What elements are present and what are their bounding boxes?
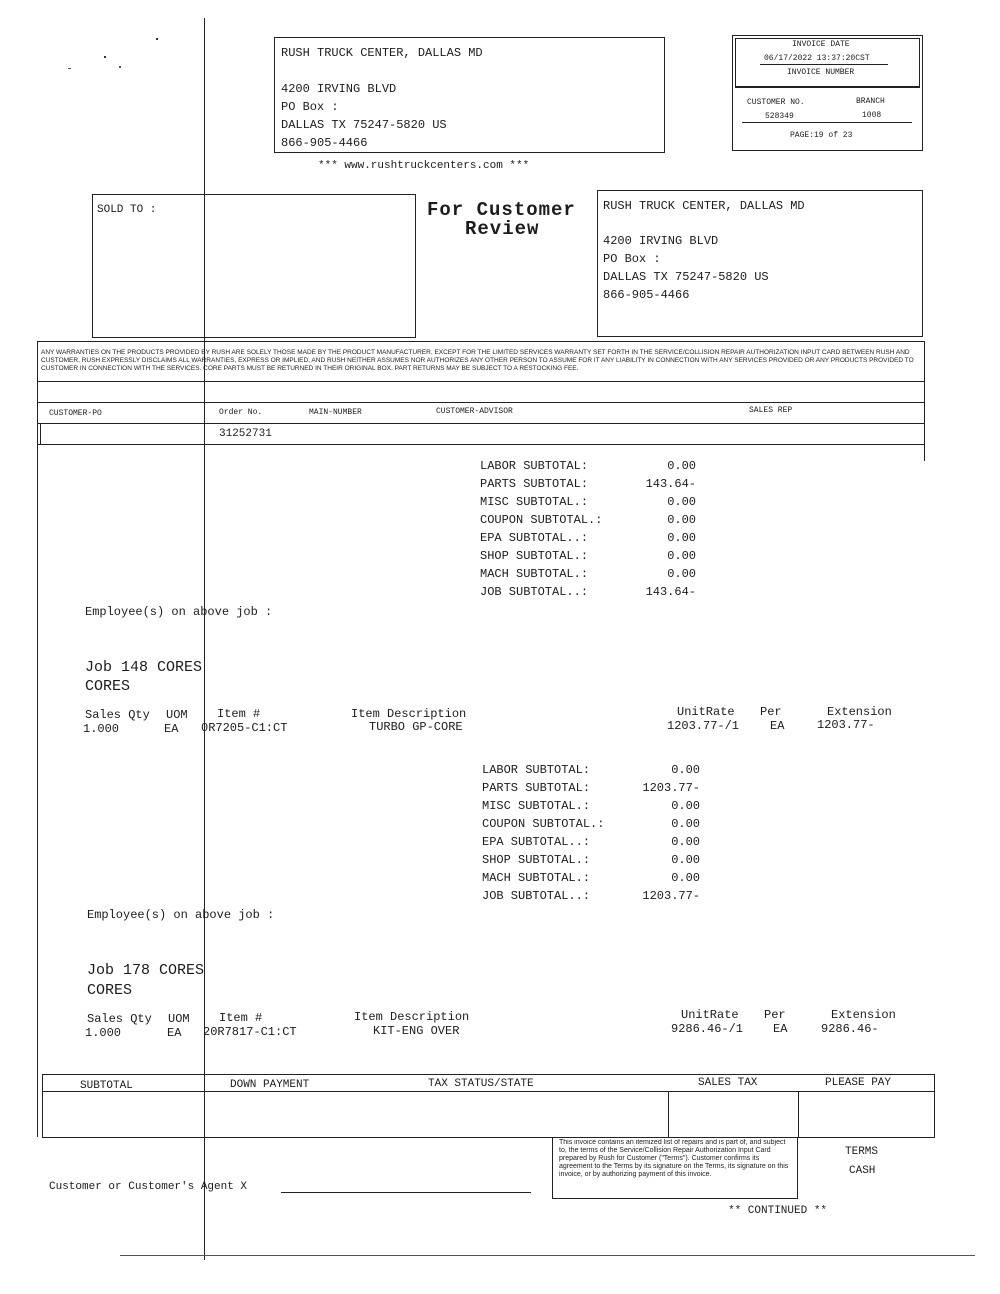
dealer-po-box: PO Box :	[281, 100, 339, 114]
dealer-street: 4200 IRVING BLVD	[281, 82, 397, 96]
review-title-line2: Review	[465, 218, 540, 240]
job-178-col-ext: Extension	[831, 1008, 896, 1022]
job-178-col-desc: Item Description	[354, 1010, 470, 1024]
job-178-title: Job 178 CORES	[87, 962, 205, 979]
scan-speck	[68, 68, 71, 69]
job-178-per: EA	[773, 1022, 788, 1036]
footer-bottom-rule	[42, 1137, 934, 1138]
footer-subtotal-label: SUBTOTAL	[80, 1080, 133, 1092]
customer-po-label: CUSTOMER-PO	[49, 409, 102, 418]
order-no-value: 31252731	[219, 428, 272, 440]
footer-please-pay-label: PLEASE PAY	[825, 1077, 892, 1089]
remit-address-box	[597, 190, 923, 337]
subtotal-row: JOB SUBTOTAL..: 143.64-	[480, 585, 696, 599]
footer-down-payment-label: DOWN PAYMENT	[230, 1079, 310, 1091]
footer-right-edge	[934, 1074, 935, 1138]
subtotal-row: SHOP SUBTOTAL.: 0.00	[480, 549, 696, 563]
page-number: PAGE:19 of 23	[790, 131, 853, 140]
subtotal-row: LABOR SUBTOTAL: 0.00	[480, 459, 696, 473]
subtotal-row: MISC SUBTOTAL.: 0.00	[482, 799, 700, 813]
job-148-subtitle: CORES	[85, 678, 131, 695]
customer-no-label: CUSTOMER NO.	[747, 98, 805, 107]
remit-street: 4200 IRVING BLVD	[603, 234, 719, 248]
subtotal-row: PARTS SUBTOTAL: 1203.77-	[482, 781, 700, 795]
sold-to-label: SOLD TO :	[97, 204, 157, 216]
job-148-col-uom: UOM	[166, 708, 188, 722]
signature-line	[281, 1192, 531, 1193]
frame-right	[924, 341, 925, 461]
scan-speck	[104, 56, 106, 58]
job-148-col-rate: UnitRate	[677, 705, 735, 719]
remit-name: RUSH TRUCK CENTER, DALLAS MD	[603, 199, 805, 213]
footer-divider-please-pay	[798, 1091, 799, 1137]
subtotal-row: MACH SUBTOTAL.: 0.00	[480, 567, 696, 581]
subtotal-row: EPA SUBTOTAL..: 0.00	[482, 835, 700, 849]
footer-tax-status-label: TAX STATUS/STATE	[428, 1078, 534, 1090]
subtotals-block-1	[480, 459, 696, 603]
job-148-col-qty: Sales Qty	[85, 708, 150, 722]
branch-value: 1008	[862, 111, 882, 120]
job-148-rate: 1203.77-/1	[667, 719, 740, 733]
job-178-ext: 9286.46-	[821, 1022, 879, 1036]
invoice-terms-notice: This invoice contains an itemized list of repairs and is part of, and subject to, the terms of the Service/Collision Repair Authorization Input Card prepared by Rush for Customer ("Terms"). Customer confirms its agreement to the Terms by its signature on the Terms, its signature on this invoice, or by authorizing payment of this invoice.	[559, 1139, 789, 1178]
job-148-col-per: Per	[760, 705, 782, 719]
job-178-col-rate: UnitRate	[681, 1008, 739, 1022]
scan-speck	[119, 66, 121, 68]
branch-label: BRANCH	[856, 97, 885, 106]
invoice-date-label: INVOICE DATE	[792, 40, 850, 49]
job-178-col-qty: Sales Qty	[87, 1012, 152, 1026]
page-bottom-rule	[120, 1255, 975, 1256]
subtotal-row: EPA SUBTOTAL..: 0.00	[480, 531, 696, 545]
sales-rep-label: SALES REP	[749, 406, 793, 415]
order-no-label: Order No.	[219, 408, 263, 417]
customer-no-rule	[742, 122, 912, 123]
subtotals-block-2	[482, 763, 700, 907]
subtotal-row: JOB SUBTOTAL..: 1203.77-	[482, 889, 700, 903]
scan-speck	[156, 38, 158, 40]
warranty-disclaimer: ANY WARRANTIES ON THE PRODUCTS PROVIDED BY RUSH ARE SOLELY THOSE MADE BY THE PRODUCT MANUFACTURER. EXCEPT FOR THE LIMITED SERVICES WARRANTY SET FORTH IN THE SERVICE/COLLISION REPAIR AUTHORIZATION INPUT CARD BETWEEN RUSH AND CUSTOMER, RUSH EXPRESSLY DISCLAIMS ALL WARRANTIES, EXPRESS OR IMPLIED, AND RUSH NEITHER ASSUMES NOR AUTHORIZES ANY OTHER PERSON TO ASSUME FOR IT ANY LIABILITY IN CONNECTION WITH ANY SERVICES PROVIDED OR ANY PRODUCTS PROVIDED TO CUSTOMER IN CONNECTION WITH THE SERVICES. CORE PARTS MUST BE RETURNED IN THEIR ORIGINAL BOX. PART RETURNS MAY BE SUBJECT TO A RESTOCKING FEE.	[41, 349, 914, 372]
employee-line-1: Employee(s) on above job :	[85, 605, 273, 619]
order-header-left-edge	[40, 423, 41, 444]
dealer-phone: 866-905-4466	[281, 136, 368, 150]
job-178-col-uom: UOM	[168, 1012, 190, 1026]
footer-top-rule	[42, 1074, 934, 1075]
invoice-date-value: 06/17/2022 13:37:20CST	[764, 54, 870, 63]
footer-left-edge	[42, 1074, 43, 1138]
job-178-subtitle: CORES	[87, 982, 133, 999]
job-178-qty: 1.000	[85, 1026, 122, 1040]
footer-header-rule	[42, 1091, 934, 1092]
continued-label: ** CONTINUED **	[728, 1205, 828, 1217]
remit-city: DALLAS TX 75247-5820 US	[603, 270, 769, 284]
notice-left-edge	[552, 1137, 553, 1199]
warranty-rule	[37, 381, 924, 382]
subtotal-row: COUPON SUBTOTAL.: 0.00	[482, 817, 700, 831]
job-148-title: Job 148 CORES	[85, 659, 203, 676]
notice-bottom-rule	[552, 1198, 797, 1199]
job-178-item: 20R7817-C1:CT	[203, 1025, 297, 1039]
terms-label: TERMS	[845, 1146, 879, 1158]
job-178-uom: EA	[167, 1026, 182, 1040]
job-148-ext: 1203.77-	[817, 718, 875, 732]
dealer-name: RUSH TRUCK CENTER, DALLAS MD	[281, 46, 483, 60]
job-148-col-item: Item #	[217, 707, 261, 721]
invoice-date-rule	[760, 64, 888, 65]
signature-label: Customer or Customer's Agent X	[49, 1181, 248, 1193]
job-148-uom: EA	[164, 722, 179, 736]
job-148-desc: TURBO GP-CORE	[369, 720, 463, 734]
remit-po-box: PO Box :	[603, 252, 661, 266]
invoice-info-divider	[735, 87, 920, 88]
subtotal-row: MACH SUBTOTAL.: 0.00	[482, 871, 700, 885]
remit-phone: 866-905-4466	[603, 288, 690, 302]
order-header-top	[37, 402, 924, 403]
frame-top	[37, 341, 924, 342]
job-148-col-ext: Extension	[827, 705, 892, 719]
job-178-rate: 9286.46-/1	[671, 1022, 744, 1036]
main-number-label: MAIN-NUMBER	[309, 408, 362, 417]
review-title-line1: For Customer	[427, 199, 576, 221]
dealer-address-box	[274, 37, 665, 153]
job-148-per: EA	[770, 719, 785, 733]
employee-line-2: Employee(s) on above job :	[87, 908, 275, 922]
job-178-col-item: Item #	[219, 1011, 263, 1025]
dealer-city: DALLAS TX 75247-5820 US	[281, 118, 447, 132]
order-header-mid	[37, 423, 924, 424]
subtotal-row: PARTS SUBTOTAL: 143.64-	[480, 477, 696, 491]
subtotal-row: MISC SUBTOTAL.: 0.00	[480, 495, 696, 509]
terms-value: CASH	[849, 1165, 876, 1177]
notice-right-edge	[797, 1137, 798, 1199]
job-148-col-desc: Item Description	[351, 707, 467, 721]
job-178-desc: KIT-ENG OVER	[373, 1024, 460, 1038]
frame-left	[37, 341, 38, 1137]
order-header-bottom	[37, 444, 924, 445]
job-148-qty: 1.000	[83, 722, 120, 736]
subtotal-row: SHOP SUBTOTAL.: 0.00	[482, 853, 700, 867]
footer-sales-tax-label: SALES TAX	[698, 1077, 758, 1089]
customer-no-value: 528349	[765, 112, 794, 121]
invoice-number-label: INVOICE NUMBER	[787, 68, 855, 77]
subtotal-row: COUPON SUBTOTAL.: 0.00	[480, 513, 696, 527]
customer-advisor-label: CUSTOMER-ADVISOR	[436, 407, 513, 416]
footer-divider-sales-tax	[668, 1091, 669, 1137]
job-148-item: 0R7205-C1:CT	[201, 721, 288, 735]
job-178-col-per: Per	[764, 1008, 786, 1022]
dealer-website: *** www.rushtruckcenters.com ***	[318, 160, 530, 172]
subtotal-row: LABOR SUBTOTAL: 0.00	[482, 763, 700, 777]
